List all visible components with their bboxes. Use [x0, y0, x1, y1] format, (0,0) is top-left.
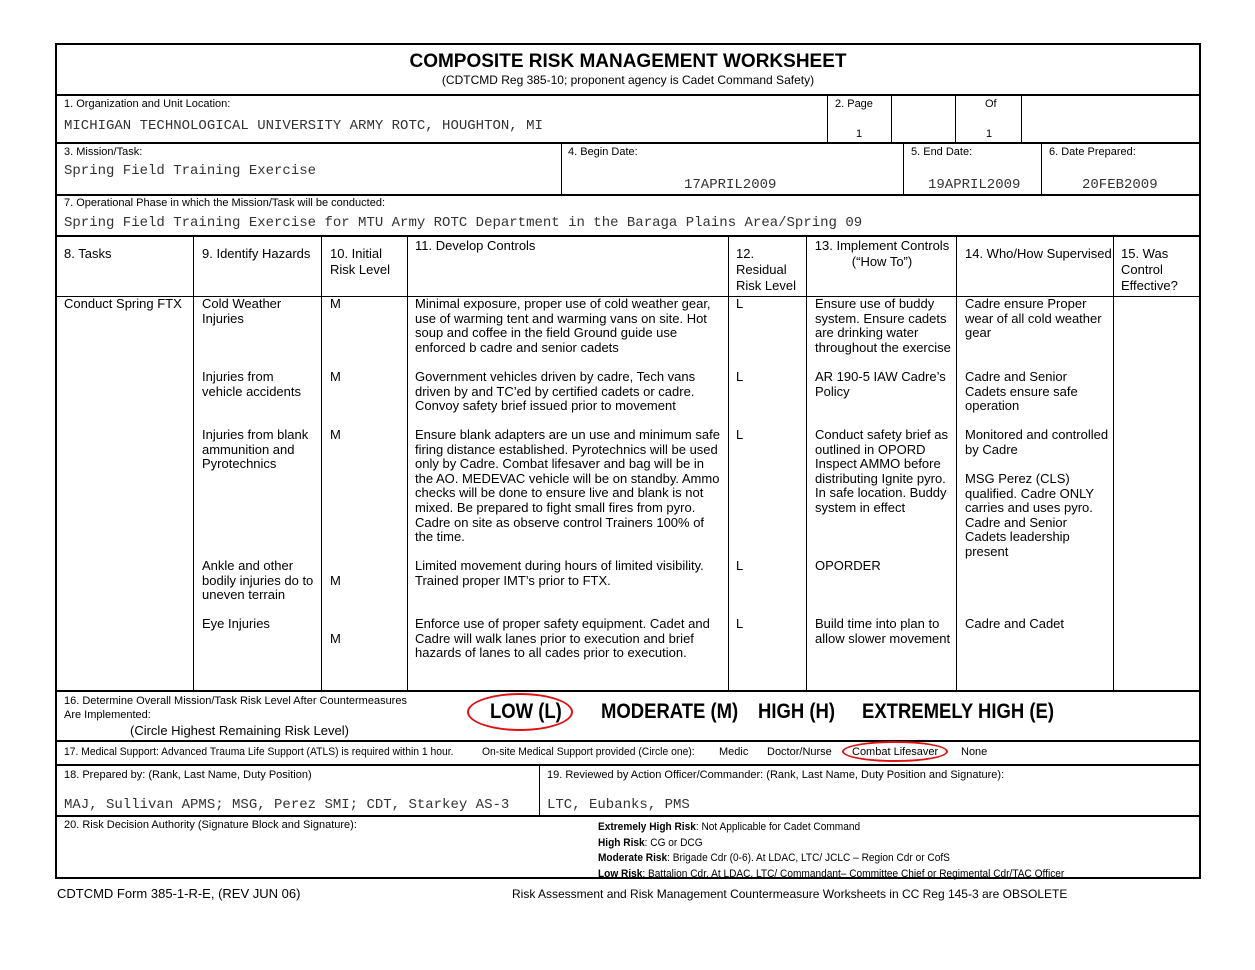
page-label: 2. Page [835, 98, 873, 110]
overall-risk-label: 16. Determine Overall Mission/Task Risk Level After Countermeasures Are Implemented: [64, 695, 407, 721]
cell-border [955, 95, 956, 142]
mission-value[interactable]: Spring Field Training Exercise [64, 163, 317, 179]
divider [56, 740, 1200, 742]
date-prepared-label: 6. Date Prepared: [1049, 146, 1136, 158]
controls-cell: Government vehicles driven by cadre, Tech vans driven by and TC’ed by certified cadets or cadre. Convoy safety brief issued prior to movement [415, 369, 696, 414]
medical-support-label: 17. Medical Support: Advanced Trauma Life Support (ATLS) is required within 1 hour. [64, 746, 454, 758]
implement-cell: AR 190-5 IAW Cadre’s Policy [815, 369, 946, 399]
org-value[interactable]: MICHIGAN TECHNOLOGICAL UNIVERSITY ARMY ROTC, HOUGHTON, MI [64, 118, 543, 134]
cell-border [321, 236, 322, 690]
authority-line: High Risk: CG or DCG [598, 836, 703, 849]
end-date-value[interactable]: 19APRIL2009 [928, 177, 1021, 193]
authority-line: Low Risk: Battalion Cdr. At LDAC, LTC/ Commandant– Committee Chief or Regimental Cdr/TAC Officer [598, 867, 1065, 880]
implement-cell: Ensure use of buddy system. Ensure cadets are drinking water throughout the exercise [815, 296, 951, 355]
residual-risk-cell: L [736, 369, 744, 384]
phase-label: 7. Operational Phase in which the Mission/Task will be conducted: [64, 197, 386, 209]
initial-risk-cell: M [330, 296, 341, 311]
divider [56, 764, 1200, 766]
col-header-supervised: 14. Who/How Supervised [965, 246, 1112, 261]
initial-risk-cell: M [330, 369, 341, 384]
initial-risk-cell: M [330, 427, 341, 442]
cell-border [561, 143, 562, 194]
col-header-residual-risk: 12. Residual Risk Level [736, 246, 796, 293]
phase-value[interactable]: Spring Field Training Exercise for MTU Army ROTC Department in the Baraga Plains Area/Spring 09 [64, 215, 863, 231]
cell-border [956, 236, 957, 690]
authority-line: Extremely High Risk: Not Applicable for Cadet Command [598, 821, 861, 833]
col-header-hazards: 9. Identify Hazards [202, 246, 311, 261]
mission-label: 3. Mission/Task: [64, 146, 143, 158]
cell-border [891, 95, 892, 142]
cell-border [1021, 95, 1022, 142]
hazard-cell: Ankle and other bodily injuries do to uneven terrain [202, 558, 314, 603]
obsolete-notice: Risk Assessment and Risk Management Countermeasure Worksheets in CC Reg 145-3 are OBSOLETE [512, 887, 1068, 901]
date-prepared-value[interactable]: 20FEB2009 [1082, 177, 1158, 193]
controls-cell: Limited movement during hours of limited visibility. Trained proper IMT’s prior to FTX. [415, 558, 704, 588]
col-header-controls: 11. Develop Controls [415, 238, 536, 253]
begin-date-label: 4. Begin Date: [568, 146, 638, 158]
divider [56, 815, 1200, 817]
risk-high[interactable]: HIGH (H) [758, 700, 835, 723]
cell-border [806, 236, 807, 690]
cell-border [1041, 143, 1042, 194]
divider [56, 235, 1200, 237]
medical-option-medic[interactable]: Medic [719, 746, 749, 758]
reviewed-by-label: 19. Reviewed by Action Officer/Commander: (Rank, Last Name, Duty Position and Signature): [547, 769, 1005, 781]
of-value[interactable]: 1 [986, 128, 993, 140]
authority-line: Moderate Risk: Brigade Cdr (0-6). At LDAC, LTC/ JCLC – Region Cdr or CofS [598, 852, 950, 864]
form-title: COMPOSITE RISK MANAGEMENT WORKSHEET [409, 51, 847, 72]
hazard-cell: Cold Weather Injuries [202, 296, 282, 326]
hazard-cell: Injuries from blank ammunition and Pyrotechnics [202, 427, 309, 472]
controls-cell: Enforce use of proper safety equipment. Cadet and Cadre will walk lanes prior to execution and brief hazards of lanes to all cades prior to execution. [415, 616, 710, 661]
supervised-cell: Cadre and Senior Cadets ensure safe operation [965, 369, 1078, 414]
cell-border [903, 143, 904, 194]
implement-cell: OPORDER [815, 558, 881, 573]
org-label: 1. Organization and Unit Location: [64, 98, 231, 110]
hazard-cell: Eye Injuries [202, 616, 270, 631]
supervised-cell: Cadre ensure Proper wear of all cold weather gear [965, 296, 1102, 341]
controls-cell: Ensure blank adapters are un use and minimum safe firing distance established. Pyrotechnics will be used only by Cadre. Combat lifesaver and bag will be in the AO. MEDEVAC vehicle will be on standby. Ammo checks will be done to ensure live and blank is not mixed. Be prepared to fight small fires from pyro. Cadre on site as observe control Trainers 100% of the time. [415, 427, 720, 545]
page-value[interactable]: 1 [856, 128, 863, 140]
col-header-initial-risk: 10. Initial Risk Level [330, 246, 390, 277]
supervised-cell: Monitored and controlled by Cadre [965, 427, 1109, 457]
risk-moderate[interactable]: MODERATE (M) [601, 700, 739, 723]
implement-cell: Conduct safety brief as outlined in OPORD Inspect AMMO before distributing Ignite pyro. In safe location. Buddy system in effect [815, 427, 948, 515]
divider [56, 142, 1200, 144]
cell-border [827, 95, 828, 142]
cell-border [193, 236, 194, 690]
supervised-cell: Cadre and Cadet [965, 616, 1065, 631]
cell-border [539, 765, 540, 815]
cell-border [1113, 236, 1114, 690]
col-header-implement: 13. Implement Controls (“How To”) [814, 238, 950, 269]
hazard-cell: Injuries from vehicle accidents [202, 369, 301, 399]
overall-risk-note: (Circle Highest Remaining Risk Level) [130, 723, 349, 738]
prepared-by-label: 18. Prepared by: (Rank, Last Name, Duty Position) [64, 769, 312, 781]
residual-risk-cell: L [736, 558, 744, 573]
medical-option-none[interactable]: None [961, 746, 988, 758]
risk-extremely-high[interactable]: EXTREMELY HIGH (E) [862, 700, 1055, 723]
form-number: CDTCMD Form 385-1-R-E, (REV JUN 06) [57, 886, 301, 901]
authority-levels [598, 820, 1064, 882]
selected-risk-circle [467, 693, 573, 731]
risk-low[interactable]: LOW (L) [490, 700, 562, 723]
supervised-cell-note: MSG Perez (CLS) qualified. Cadre ONLY carries and uses pyro. Cadre and Senior Cadets leadership present [965, 471, 1094, 559]
selected-medical-circle [842, 741, 948, 762]
medical-option-combat-lifesaver[interactable]: Combat Lifesaver [852, 746, 939, 758]
divider [56, 94, 1200, 96]
medical-option-doctor[interactable]: Doctor/Nurse [767, 746, 832, 758]
col-header-effective: 15. Was Control Effective? [1121, 246, 1178, 293]
task-cell: Conduct Spring FTX [64, 296, 182, 311]
initial-risk-cell: M [330, 573, 341, 588]
reviewed-by-value[interactable]: LTC, Eubanks, PMS [547, 797, 690, 813]
form-subtitle: (CDTCMD Reg 385-10; proponent agency is Cadet Command Safety) [441, 73, 815, 87]
cell-border [407, 236, 408, 690]
onsite-medical-label: On-site Medical Support provided (Circle one): [482, 746, 695, 758]
implement-cell: Build time into plan to allow slower movement [815, 616, 951, 646]
of-label: Of [985, 98, 997, 110]
controls-cell: Minimal exposure, proper use of cold weather gear, use of warming tent and warming vans on site. Hot soup and coffee in the field Ground guide use enforced b cadre and senior cadets [415, 296, 711, 355]
residual-risk-cell: L [736, 616, 744, 631]
initial-risk-cell: M [330, 631, 341, 646]
divider [56, 194, 1200, 196]
residual-risk-cell: L [736, 296, 744, 311]
col-header-tasks: 8. Tasks [64, 246, 112, 261]
divider [56, 690, 1200, 692]
prepared-by-value[interactable]: MAJ, Sullivan APMS; MSG, Perez SMI; CDT, Starkey AS-3 [64, 797, 510, 813]
residual-risk-cell: L [736, 427, 744, 442]
begin-date-value[interactable]: 17APRIL2009 [684, 177, 777, 193]
end-date-label: 5. End Date: [911, 146, 973, 158]
authority-label: 20. Risk Decision Authority (Signature Block and Signature): [64, 819, 357, 831]
cell-border [728, 236, 729, 690]
